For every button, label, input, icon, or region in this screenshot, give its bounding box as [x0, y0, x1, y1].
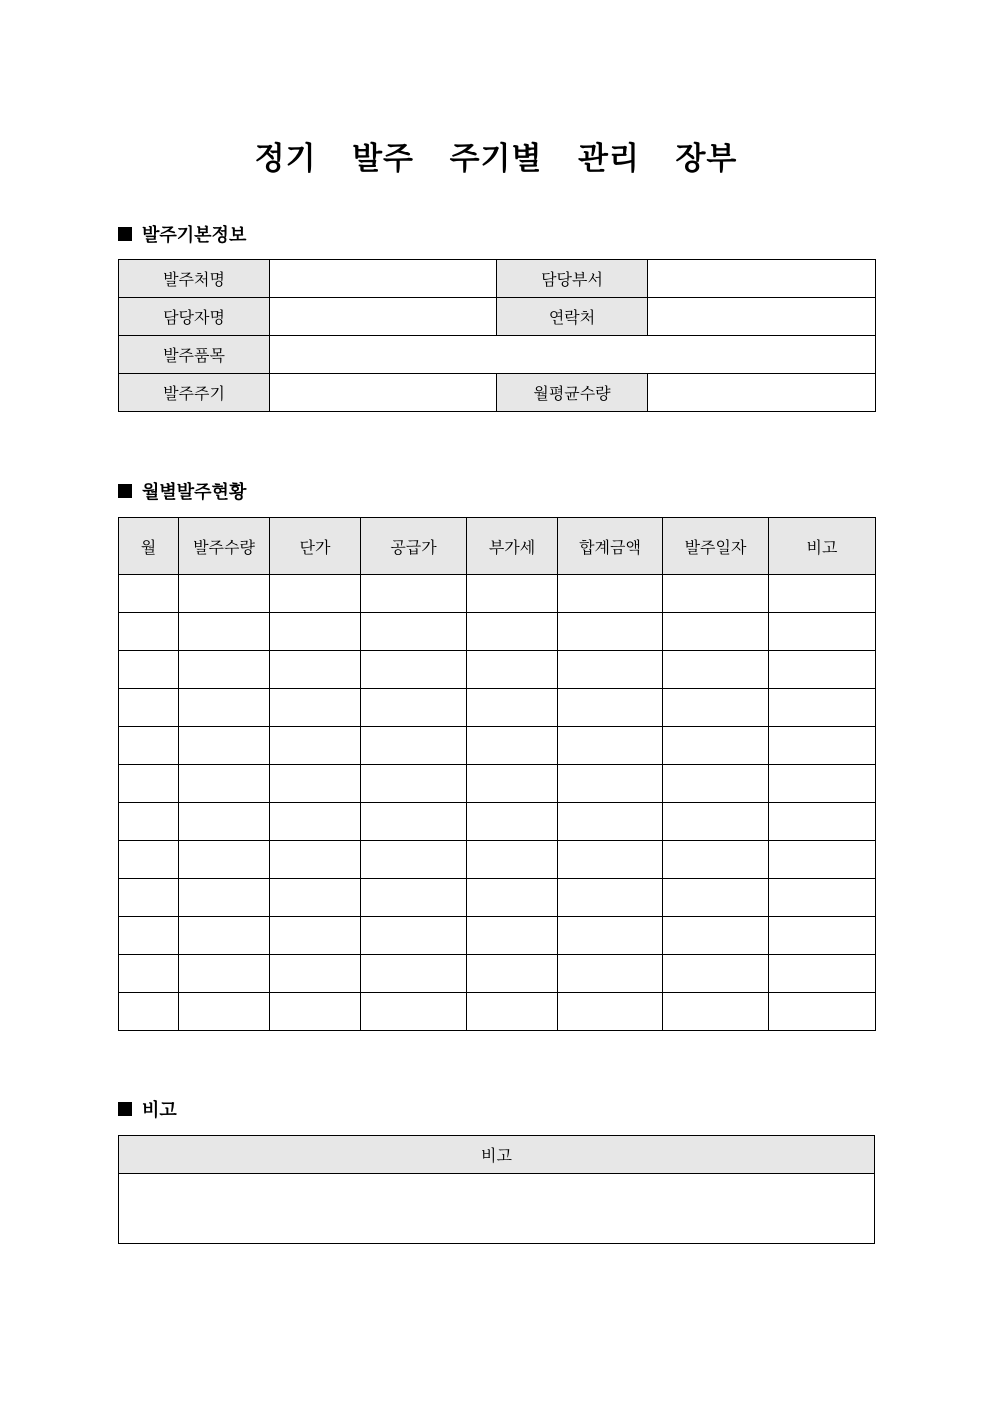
column-header: 부가세	[467, 518, 558, 575]
table-cell[interactable]	[663, 803, 769, 841]
table-cell[interactable]	[467, 727, 558, 765]
table-cell[interactable]	[467, 765, 558, 803]
table-cell[interactable]	[179, 841, 270, 879]
table-row	[119, 260, 876, 298]
table-row	[119, 765, 876, 803]
monthly-status-table	[118, 517, 876, 1031]
table-cell[interactable]	[769, 613, 876, 651]
table-cell[interactable]	[769, 651, 876, 689]
client-name-field[interactable]	[270, 260, 497, 298]
table-cell[interactable]	[119, 955, 179, 993]
table-cell[interactable]	[558, 993, 663, 1031]
table-row	[119, 336, 876, 374]
table-cell[interactable]	[270, 727, 361, 765]
table-cell[interactable]	[179, 879, 270, 917]
table-cell[interactable]	[663, 727, 769, 765]
label-contact: 연락처	[497, 298, 648, 336]
table-cell[interactable]	[769, 841, 876, 879]
table-cell[interactable]	[179, 803, 270, 841]
column-header: 공급가	[361, 518, 467, 575]
square-bullet-icon	[118, 227, 132, 241]
table-cell[interactable]	[467, 613, 558, 651]
square-bullet-icon	[118, 484, 132, 498]
table-cell[interactable]	[769, 879, 876, 917]
table-header-row	[119, 1136, 875, 1174]
table-cell[interactable]	[119, 689, 179, 727]
page-title: 정기 발주 주기별 관리 장부	[254, 141, 738, 177]
table-cell[interactable]	[663, 575, 769, 613]
column-header: 단가	[270, 518, 361, 575]
table-cell[interactable]	[270, 613, 361, 651]
table-cell[interactable]	[179, 613, 270, 651]
table-cell[interactable]	[361, 955, 467, 993]
table-cell[interactable]	[769, 955, 876, 993]
table-cell[interactable]	[467, 689, 558, 727]
label-manager-name: 담당자명	[119, 298, 270, 336]
table-cell[interactable]	[270, 955, 361, 993]
table-cell[interactable]	[179, 955, 270, 993]
table-cell[interactable]	[558, 689, 663, 727]
square-bullet-icon	[118, 1102, 132, 1116]
table-cell[interactable]	[179, 917, 270, 955]
table-row	[119, 689, 876, 727]
table-cell[interactable]	[361, 727, 467, 765]
table-cell[interactable]	[663, 917, 769, 955]
table-cell[interactable]	[361, 917, 467, 955]
table-cell[interactable]	[558, 917, 663, 955]
column-header: 비고	[769, 518, 876, 575]
table-cell[interactable]	[769, 993, 876, 1031]
section-heading-remarks	[118, 1096, 177, 1122]
section-heading-label: 월별발주현황	[142, 482, 247, 503]
item-field[interactable]	[270, 336, 876, 374]
table-cell[interactable]	[270, 765, 361, 803]
table-cell[interactable]	[467, 993, 558, 1031]
table-cell[interactable]	[663, 689, 769, 727]
label-monthly-avg-qty: 월평균수량	[497, 374, 648, 412]
table-cell[interactable]	[119, 765, 179, 803]
table-cell[interactable]	[270, 879, 361, 917]
table-cell[interactable]	[119, 727, 179, 765]
table-cell[interactable]	[119, 651, 179, 689]
table-cell[interactable]	[769, 917, 876, 955]
column-header: 합계금액	[558, 518, 663, 575]
label-item: 발주품목	[119, 336, 270, 374]
table-cell[interactable]	[361, 765, 467, 803]
table-cell[interactable]	[558, 575, 663, 613]
table-cell[interactable]	[361, 993, 467, 1031]
cycle-field[interactable]	[270, 374, 497, 412]
table-cell[interactable]	[179, 993, 270, 1031]
table-row	[119, 1174, 875, 1244]
monthly-avg-qty-field[interactable]	[648, 374, 876, 412]
table-cell[interactable]	[663, 955, 769, 993]
table-row	[119, 955, 876, 993]
table-cell[interactable]	[270, 689, 361, 727]
section-heading-label: 발주기본정보	[142, 225, 247, 246]
table-cell[interactable]	[769, 727, 876, 765]
table-cell[interactable]	[467, 879, 558, 917]
column-header: 발주수량	[179, 518, 270, 575]
remarks-field[interactable]	[119, 1174, 875, 1244]
table-cell[interactable]	[769, 575, 876, 613]
table-cell[interactable]	[558, 803, 663, 841]
remarks-table	[118, 1135, 875, 1244]
label-cycle: 발주주기	[119, 374, 270, 412]
table-cell[interactable]	[119, 993, 179, 1031]
table-header-row	[119, 518, 876, 575]
section-heading-monthly-status	[118, 478, 246, 504]
table-cell[interactable]	[179, 689, 270, 727]
table-cell[interactable]	[467, 575, 558, 613]
table-cell[interactable]	[361, 841, 467, 879]
table-row	[119, 841, 876, 879]
table-cell[interactable]	[467, 841, 558, 879]
table-cell[interactable]	[558, 727, 663, 765]
table-cell[interactable]	[270, 803, 361, 841]
table-cell[interactable]	[361, 575, 467, 613]
table-cell[interactable]	[119, 575, 179, 613]
table-cell[interactable]	[558, 841, 663, 879]
table-cell[interactable]	[179, 575, 270, 613]
table-cell[interactable]	[558, 879, 663, 917]
table-cell[interactable]	[119, 841, 179, 879]
table-row	[119, 803, 876, 841]
contact-field[interactable]	[648, 298, 876, 336]
table-cell[interactable]	[361, 613, 467, 651]
table-cell[interactable]	[467, 917, 558, 955]
table-cell[interactable]	[663, 993, 769, 1031]
table-cell[interactable]	[179, 765, 270, 803]
table-cell[interactable]	[361, 803, 467, 841]
table-cell[interactable]	[270, 917, 361, 955]
table-cell[interactable]	[270, 841, 361, 879]
manager-name-field[interactable]	[270, 298, 497, 336]
table-cell[interactable]	[663, 651, 769, 689]
table-cell[interactable]	[663, 841, 769, 879]
remarks-column-header: 비고	[119, 1136, 875, 1174]
table-cell[interactable]	[179, 651, 270, 689]
department-field[interactable]	[648, 260, 876, 298]
table-cell[interactable]	[361, 651, 467, 689]
table-cell[interactable]	[270, 575, 361, 613]
table-row	[119, 298, 876, 336]
table-cell[interactable]	[558, 765, 663, 803]
column-header: 월	[119, 518, 179, 575]
table-cell[interactable]	[119, 879, 179, 917]
table-row	[119, 374, 876, 412]
table-cell[interactable]	[663, 765, 769, 803]
table-cell[interactable]	[179, 727, 270, 765]
table-cell[interactable]	[769, 803, 876, 841]
table-row	[119, 613, 876, 651]
table-cell[interactable]	[558, 955, 663, 993]
table-row	[119, 917, 876, 955]
table-cell[interactable]	[119, 613, 179, 651]
table-cell[interactable]	[558, 613, 663, 651]
table-row	[119, 993, 876, 1031]
table-cell[interactable]	[663, 613, 769, 651]
table-cell[interactable]	[119, 917, 179, 955]
section-heading-label: 비고	[142, 1100, 177, 1121]
label-department: 담당부서	[497, 260, 648, 298]
column-header: 발주일자	[663, 518, 769, 575]
table-row	[119, 879, 876, 917]
table-cell[interactable]	[769, 689, 876, 727]
table-cell[interactable]	[467, 651, 558, 689]
table-cell[interactable]	[467, 955, 558, 993]
table-row	[119, 651, 876, 689]
table-row	[119, 575, 876, 613]
table-cell[interactable]	[270, 651, 361, 689]
table-cell[interactable]	[270, 993, 361, 1031]
table-cell[interactable]	[558, 651, 663, 689]
table-cell[interactable]	[769, 765, 876, 803]
table-row	[119, 727, 876, 765]
table-cell[interactable]	[361, 689, 467, 727]
section-heading-basic-info	[118, 221, 246, 247]
label-client-name: 발주처명	[119, 260, 270, 298]
table-cell[interactable]	[119, 803, 179, 841]
table-cell[interactable]	[663, 879, 769, 917]
table-cell[interactable]	[467, 803, 558, 841]
basic-info-table	[118, 259, 876, 412]
table-cell[interactable]	[361, 879, 467, 917]
